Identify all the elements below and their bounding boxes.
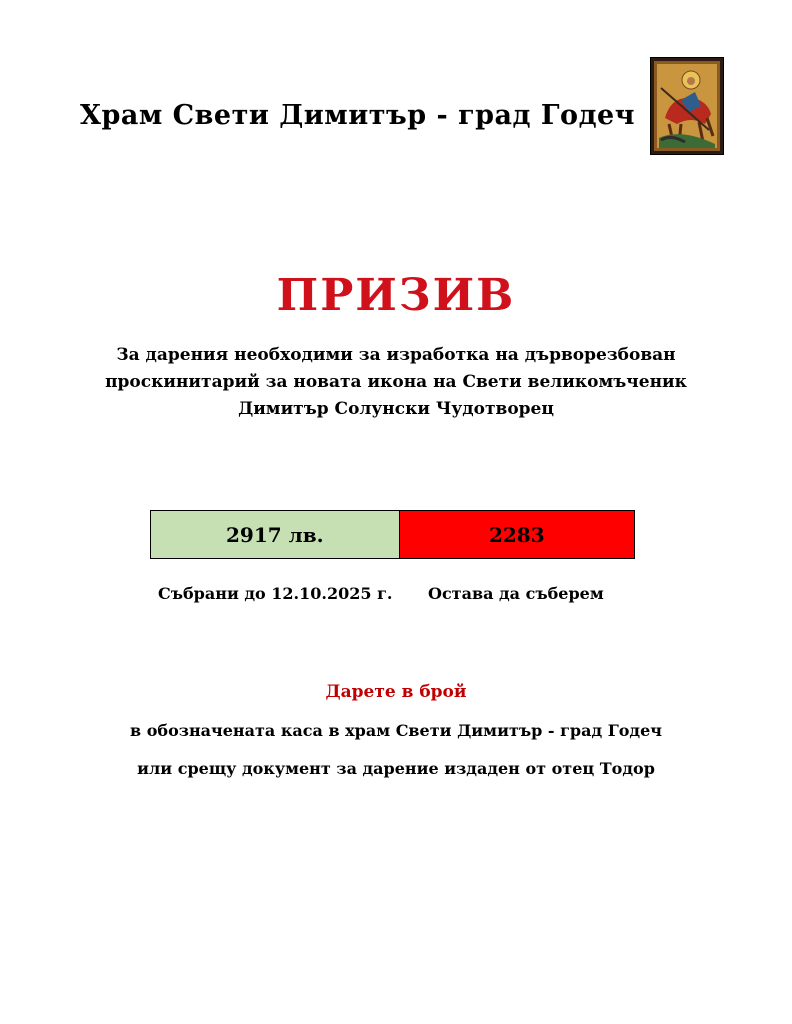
remaining-amount-segment: 2283 <box>400 511 634 558</box>
appeal-subtitle <box>96 342 696 423</box>
collected-amount-segment: 2917 лв. <box>151 511 400 558</box>
donate-line: в обозначената каса в храм Свети Димитър - град Годеч <box>130 721 662 740</box>
appeal-title: ПРИЗИВ <box>276 270 516 321</box>
church-title: Храм Свети Димитър - град Годеч <box>80 100 635 131</box>
subtitle-line: проскинитарий за новата икона на Свети великомъченик <box>105 372 687 392</box>
remaining-caption: Остава да съберем <box>428 584 604 603</box>
icon-painting <box>651 58 723 154</box>
saint-demetrius-icon <box>650 57 724 155</box>
donate-heading: Дарете в брой <box>325 682 467 702</box>
donation-progress-bar <box>150 510 635 559</box>
donate-line: или срещу документ за дарение издаден от отец Тодор <box>137 759 655 778</box>
subtitle-line: За дарения необходими за изработка на дърворезбован <box>116 345 676 365</box>
subtitle-line: Димитър Солунски Чудотворец <box>238 399 554 419</box>
collected-caption: Събрани до 12.10.2025 г. <box>158 584 393 603</box>
